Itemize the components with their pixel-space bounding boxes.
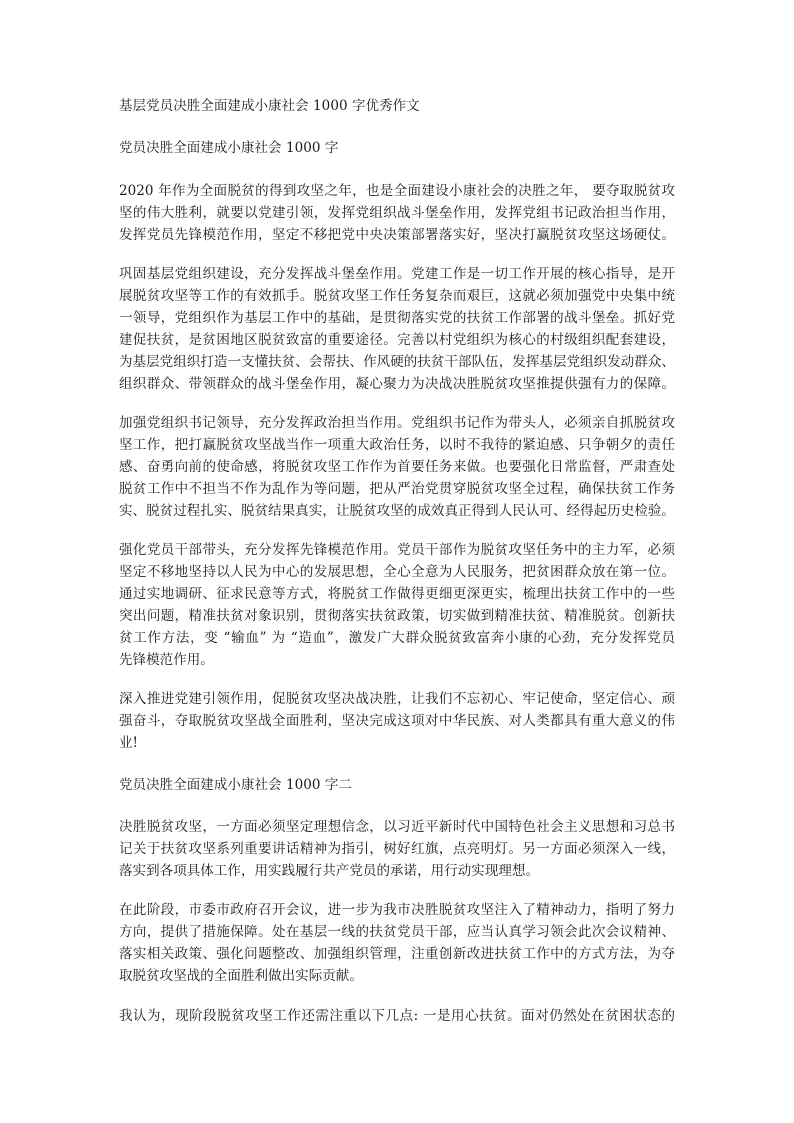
- paragraph-line: 2020 年作为全面脱贫的得到攻坚之年，也是全面建设小康社会的决胜之年， 要夺取脱贫攻: [119, 183, 675, 199]
- paragraph-line: 我认为，现阶段脱贫攻坚工作还需注重以下几点: 一是用心扶贫。面对仍然处在贫困状态的: [119, 1008, 675, 1024]
- paragraph-line: 加强党组织书记领导，充分发挥政治担当作用。党组织书记作为带头人，必须亲自抓脱贫攻: [119, 415, 675, 431]
- paragraph-line: 巩固基层党组织建设，充分发挥战斗堡垒作用。党建工作是一切工作开展的核心指导，是开: [119, 266, 675, 282]
- paragraph-line: 脱贫工作中不担当不作为乱作为等问题，把从严治党贯穿脱贫攻坚全过程，确保扶贫工作务: [119, 481, 675, 497]
- paragraph-line: 一领导，党组织作为基层工作中的基础，是贯彻落实党的扶贫工作部署的战斗堡垒。抓好党: [119, 310, 675, 326]
- paragraph-line: 坚工作，把打赢脱贫攻坚战当作一项重大政治任务，以时不我待的紧迫感、只争朝夕的责任: [119, 437, 675, 453]
- paragraph-line: 落实相关政策、强化问题整改、加强组织管理，注重创新改进扶贫工作中的方式方法，为夺: [119, 946, 675, 962]
- paragraph-line: 强化党员干部带头，充分发挥先锋模范作用。党员干部作为脱贫攻坚任务中的主力军，必须: [119, 542, 675, 558]
- paragraph-line: 记关于扶贫攻坚系列重要讲话精神为指引，树好红旗，点亮明灯。另一方面必须深入一线，: [119, 841, 675, 857]
- paragraph-line: 强奋斗，夺取脱贫攻坚战全面胜利，坚决完成这项对中华民族、对人类都具有重大意义的伟: [119, 713, 675, 729]
- paragraph-line: 落实到各项具体工作，用实践履行共产党员的承诺，用行动实现理想。: [119, 863, 540, 879]
- paragraph-line: 发挥党员先锋模范作用，坚定不移把党中央决策部署落实好，坚决打赢脱贫攻坚这场硬仗。: [119, 227, 675, 243]
- section-heading: 党员决胜全面建成小康社会 1000 字二: [119, 777, 352, 793]
- paragraph-line: 坚的伟大胜利，就要以党建引领，发挥党组织战斗堡垒作用，发挥党组书记政治担当作用，: [119, 205, 675, 221]
- paragraph-line: 坚定不移地坚持以人民为中心的发展思想，全心全意为人民服务，把贫困群众放在第一位。: [119, 564, 675, 580]
- document-title: 基层党员决胜全面建成小康社会 1000 字优秀作文: [119, 98, 420, 114]
- section-heading: 党员决胜全面建成小康社会 1000 字: [119, 140, 339, 156]
- paragraph-line: 决胜脱贫攻坚，一方面必须坚定理想信念，以习近平新时代中国特色社会主义思想和习总书: [119, 819, 675, 835]
- paragraph-line: 建促扶贫，是贫困地区脱贫致富的重要途径。完善以村党组织为核心的村级组织配套建设，: [119, 332, 675, 348]
- paragraph-line: 通过实地调研、征求民意等方式，将脱贫工作做得更细更深更实，梳理出扶贫工作中的一些: [119, 586, 675, 602]
- paragraph-line: 先锋模范作用。: [119, 652, 214, 668]
- paragraph-line: 为基层党组织打造一支懂扶贫、会帮扶、作风硬的扶贫干部队伍，发挥基层党组织发动群众、: [119, 354, 675, 370]
- paragraph-line: 实、脱贫过程扎实、脱贫结果真实，让脱贫攻坚的成效真正得到人民认可、经得起历史检验。: [119, 503, 675, 519]
- paragraph-line: 在此阶段，市委市政府召开会议，进一步为我市决胜脱贫攻坚注入了精神动力，指明了努力: [119, 902, 675, 918]
- paragraph-line: 贫工作方法，变 “输血” 为 “造血”，激发广大群众脱贫致富奔小康的心劲，充分发挥党员: [119, 630, 675, 646]
- paragraph-line: 深入推进党建引领作用，促脱贫攻坚决战决胜，让我们不忘初心、牢记使命，坚定信心、顽: [119, 691, 675, 707]
- paragraph-line: 组织群众、带领群众的战斗堡垒作用，凝心聚力为决战决胜脱贫攻坚推提供强有力的保障。: [119, 376, 675, 392]
- paragraph-line: 方向，提供了措施保障。处在基层一线的扶贫党员干部，应当认真学习领会此次会议精神、: [119, 924, 675, 940]
- paragraph-line: 感、奋勇向前的使命感，将脱贫攻坚工作作为首要任务来做。也要强化日常监督，严肃查处: [119, 459, 675, 475]
- paragraph-line: 突出问题，精准扶贫对象识别，贯彻落实扶贫政策，切实做到精准扶贫、精准脱贫。创新扶: [119, 608, 675, 624]
- paragraph-line: 业!: [119, 735, 139, 751]
- paragraph-line: 展脱贫攻坚等工作的有效抓手。脱贫攻坚工作任务复杂而艰巨，这就必须加强党中央集中统: [119, 288, 675, 304]
- paragraph-line: 取脱贫攻坚战的全面胜利做出实际贡献。: [119, 968, 363, 984]
